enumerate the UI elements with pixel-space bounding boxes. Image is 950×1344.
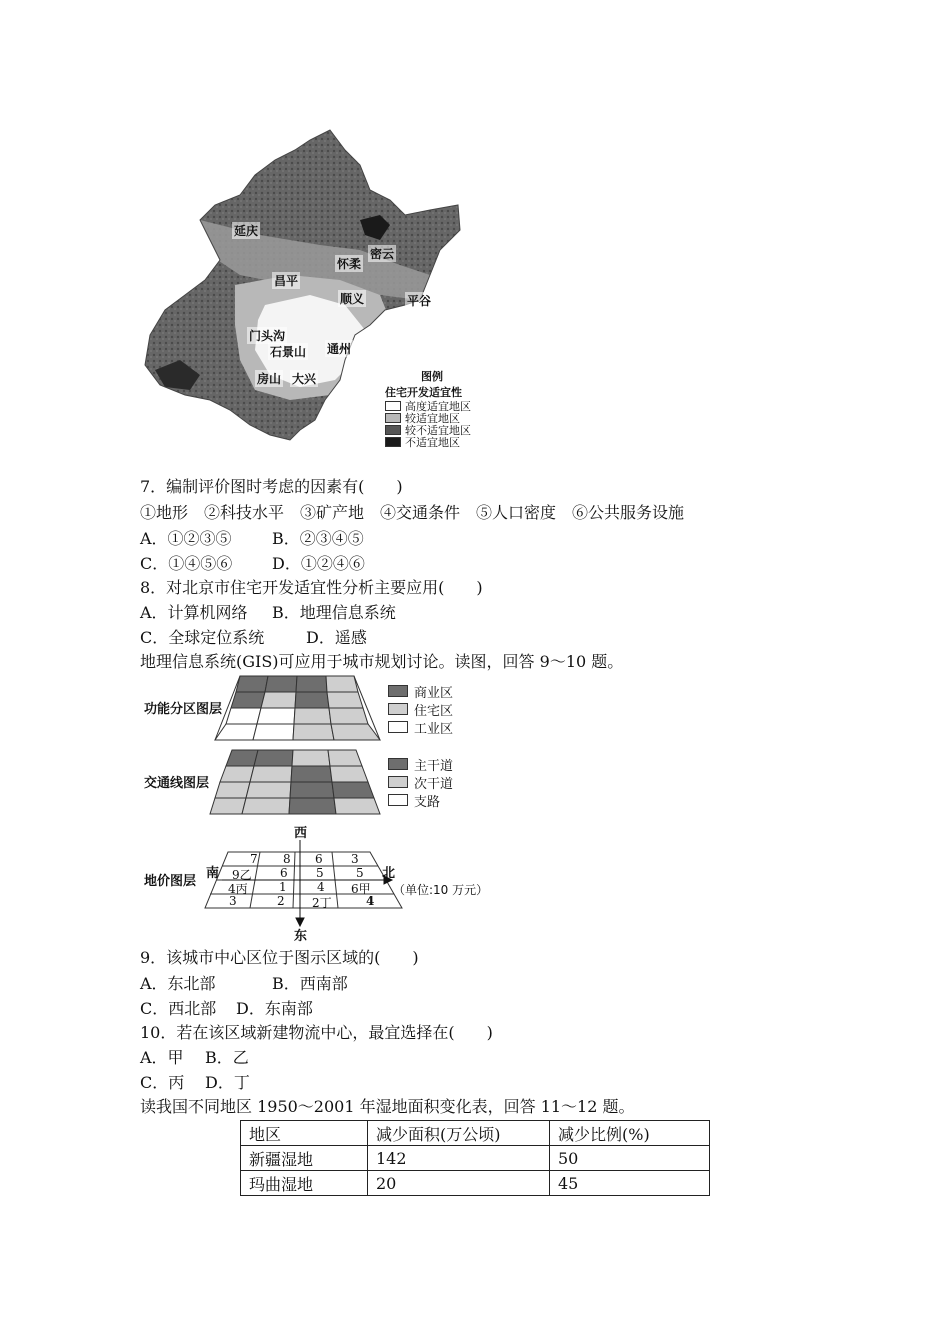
place-label: 顺义: [340, 292, 365, 306]
legend-swatch: [385, 401, 401, 411]
q9-option-d: D．东南部: [236, 999, 313, 1018]
table-row: [241, 1146, 710, 1171]
direction-west: 西: [294, 826, 308, 841]
price-cell: 3: [351, 852, 359, 866]
table-cell: 45: [550, 1171, 710, 1196]
place-label: 延庆: [234, 224, 259, 238]
q7-stem: 7．编制评价图时考虑的因素有( ): [140, 477, 403, 496]
layer-label-traffic: 交通线图层: [144, 776, 210, 791]
traffic-legend: [388, 755, 453, 809]
table-header-cell: 减少比例(%): [550, 1121, 710, 1146]
legend-swatch: [388, 703, 408, 715]
q7-option-d: D．①②④⑥: [272, 554, 365, 573]
direction-south: 南: [206, 866, 220, 881]
q9-stem: 9．该城市中心区位于图示区域的( ): [140, 948, 419, 967]
price-cell: 5: [356, 866, 364, 880]
table-row: [241, 1171, 710, 1196]
q8-option-d: D．遥感: [306, 628, 367, 647]
price-cell: 5: [316, 866, 324, 880]
legend-swatch: [385, 437, 401, 447]
legend-item: [388, 773, 453, 791]
price-cell: 6甲: [351, 882, 371, 896]
map-legend: [385, 368, 471, 448]
legend-swatch: [388, 685, 408, 697]
price-unit: （单位:10 万元）: [393, 883, 489, 897]
q7-option-b: B．②③④⑤: [272, 529, 364, 548]
q10-option-c: C．丙: [140, 1073, 185, 1092]
legend-swatch: [388, 721, 408, 733]
place-label: 密云: [370, 247, 395, 261]
table-cell: 玛曲湿地: [241, 1171, 368, 1196]
legend-label: 主干道: [414, 758, 454, 774]
wetland-table: [240, 1120, 710, 1196]
legend-swatch: [385, 425, 401, 435]
q10-option-b: B．乙: [205, 1048, 249, 1067]
q7-option-c: C．①④⑤⑥: [140, 554, 233, 573]
legend-item: [388, 700, 453, 718]
legend-label: 较不适宜地区: [405, 424, 471, 437]
place-label: 通州: [327, 342, 352, 356]
legend-item: [388, 718, 453, 736]
price-cell: 8: [283, 852, 291, 866]
q9-option-b: B．西南部: [272, 974, 348, 993]
price-cell: 2丁: [312, 896, 332, 910]
map-legend-title: 图例: [421, 370, 443, 383]
price-cell: 9乙: [232, 868, 252, 882]
legend-label: 住宅区: [414, 703, 454, 719]
legend-item: [388, 755, 453, 773]
function-legend: [388, 682, 453, 736]
legend-label: 较适宜地区: [405, 412, 460, 425]
legend-swatch: [388, 794, 408, 806]
gis-layers-figure: [140, 672, 520, 944]
q8-stem: 8．对北京市住宅开发适宜性分析主要应用( ): [140, 578, 483, 597]
beijing-suitability-map: [140, 125, 480, 450]
intro-gis: 地理信息系统(GIS)可应用于城市规划讨论。读图，回答 9～10 题。: [140, 652, 624, 671]
q8-option-b: B．地理信息系统: [272, 603, 396, 622]
price-cell: 4丙: [228, 882, 248, 896]
table-header-cell: 地区: [241, 1121, 368, 1146]
price-cell: 7: [250, 852, 258, 866]
legend-label: 工业区: [414, 721, 454, 737]
price-cell: 2: [277, 894, 285, 908]
legend-label: 次干道: [414, 776, 454, 792]
table-cell: 50: [550, 1146, 710, 1171]
legend-item: [388, 791, 453, 809]
place-label: 平谷: [407, 294, 432, 308]
place-label: 大兴: [292, 372, 317, 386]
legend-label: 高度适宜地区: [405, 400, 471, 413]
table-cell: 20: [368, 1171, 550, 1196]
q10-stem: 10．若在该区域新建物流中心，最宜选择在( ): [140, 1023, 493, 1042]
place-label: 门头沟: [249, 329, 286, 343]
legend-item: [388, 682, 453, 700]
place-label: 房山: [257, 372, 282, 386]
map-legend-subtitle: 住宅开发适宜性: [385, 386, 462, 399]
direction-east: 东: [294, 929, 308, 944]
place-label: 昌平: [274, 274, 299, 288]
q7-factors: ①地形 ②科技水平 ③矿产地 ④交通条件 ⑤人口密度 ⑥公共服务设施: [140, 503, 685, 522]
legend-label: 不适宜地区: [405, 436, 460, 449]
legend-swatch: [388, 758, 408, 770]
price-cell: 6: [280, 866, 288, 880]
direction-north: 北: [382, 866, 396, 881]
price-cell: 4: [366, 894, 375, 908]
q8-option-c: C．全球定位系统: [140, 628, 265, 647]
legend-swatch: [385, 413, 401, 423]
traffic-layer: [210, 750, 380, 814]
layer-label-landprice: 地价图层: [144, 874, 197, 889]
intro-wetland: 读我国不同地区 1950～2001 年湿地面积变化表，回答 11～12 题。: [140, 1097, 635, 1116]
q10-option-a: A．甲: [140, 1048, 184, 1067]
place-label: 石景山: [270, 345, 307, 359]
q10-option-d: D．丁: [205, 1073, 250, 1092]
price-cell: 6: [315, 852, 323, 866]
layer-label-function: 功能分区图层: [144, 702, 223, 717]
table-header-cell: 减少面积(万公顷): [368, 1121, 550, 1146]
map-legend-item: [385, 436, 471, 448]
q9-option-c: C．西北部: [140, 999, 217, 1018]
price-cell: 1: [279, 880, 287, 894]
legend-swatch: [388, 776, 408, 788]
q7-option-a: A．①②③⑤: [140, 529, 232, 548]
place-label: 怀柔: [337, 257, 362, 271]
q8-option-a: A．计算机网络: [140, 603, 248, 622]
legend-label: 商业区: [414, 685, 454, 701]
legend-label: 支路: [414, 794, 441, 810]
price-cell: 3: [229, 894, 237, 908]
table-cell: 142: [368, 1146, 550, 1171]
table-header-row: [241, 1121, 710, 1146]
price-cell: 4: [317, 880, 325, 894]
function-layer: [215, 676, 380, 740]
table-cell: 新疆湿地: [241, 1146, 368, 1171]
q9-option-a: A．东北部: [140, 974, 216, 993]
